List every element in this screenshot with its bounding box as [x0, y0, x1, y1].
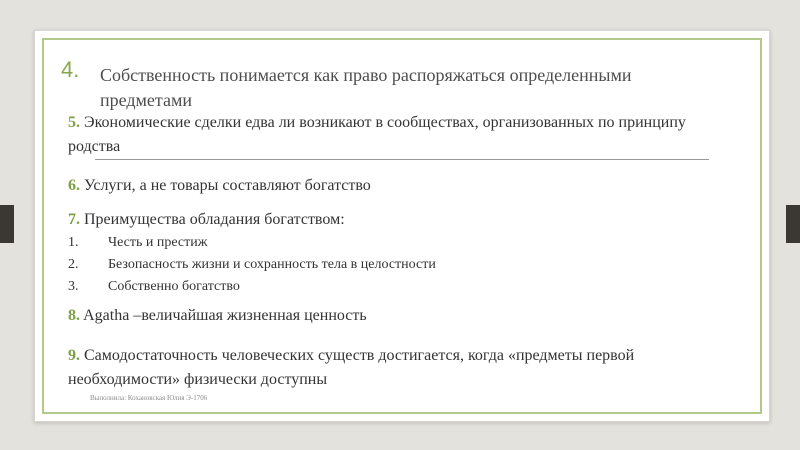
- item-5: [68, 111, 728, 159]
- item-6-text: Услуги, а не товары составляют богатство: [84, 177, 371, 194]
- list-item-number: 3.: [68, 279, 79, 294]
- list-item: [68, 232, 436, 254]
- right-edge-tab: [786, 205, 800, 243]
- slide-card: [34, 30, 770, 422]
- item-9-number: 9.: [68, 347, 80, 364]
- list-item-text: Собственно богатство: [108, 279, 240, 294]
- item-5-text: Экономические сделки едва ли возникают в сообществах, организованных по принципу родства: [68, 114, 686, 155]
- item-7-number: 7.: [68, 211, 80, 228]
- item-9-text: Самодостаточность человеческих существ достигается, когда «предметы первой необходимости» физически доступны: [68, 347, 635, 388]
- heading-number: 4.: [61, 57, 80, 82]
- item-6: [68, 174, 371, 198]
- item-5-underline: [95, 159, 709, 160]
- item-7-text: Преимущества обладания богатством:: [84, 211, 345, 228]
- item-5-number: 5.: [68, 114, 80, 131]
- item-8-text: Agatha –величайшая жизненная ценность: [83, 307, 367, 324]
- item-8: [68, 304, 367, 328]
- author-footer: Выполнила: Кохановская Юлия Э-1706: [90, 394, 208, 402]
- item-7: [68, 208, 345, 232]
- list-item-text: Честь и престиж: [108, 235, 208, 250]
- item-9: [68, 344, 698, 392]
- list-item: [68, 276, 436, 298]
- item-8-number: 8.: [68, 307, 80, 324]
- list-item-text: Безопасность жизни и сохранность тела в целостности: [108, 257, 436, 272]
- item-6-number: 6.: [68, 177, 80, 194]
- list-item: [68, 254, 436, 276]
- list-item-number: 2.: [68, 257, 79, 272]
- heading-text: Собственность понимается как право распоряжаться определенными предметами: [100, 65, 632, 110]
- benefits-list: [68, 232, 436, 298]
- list-item-number: 1.: [68, 235, 79, 250]
- left-edge-tab: [0, 205, 14, 243]
